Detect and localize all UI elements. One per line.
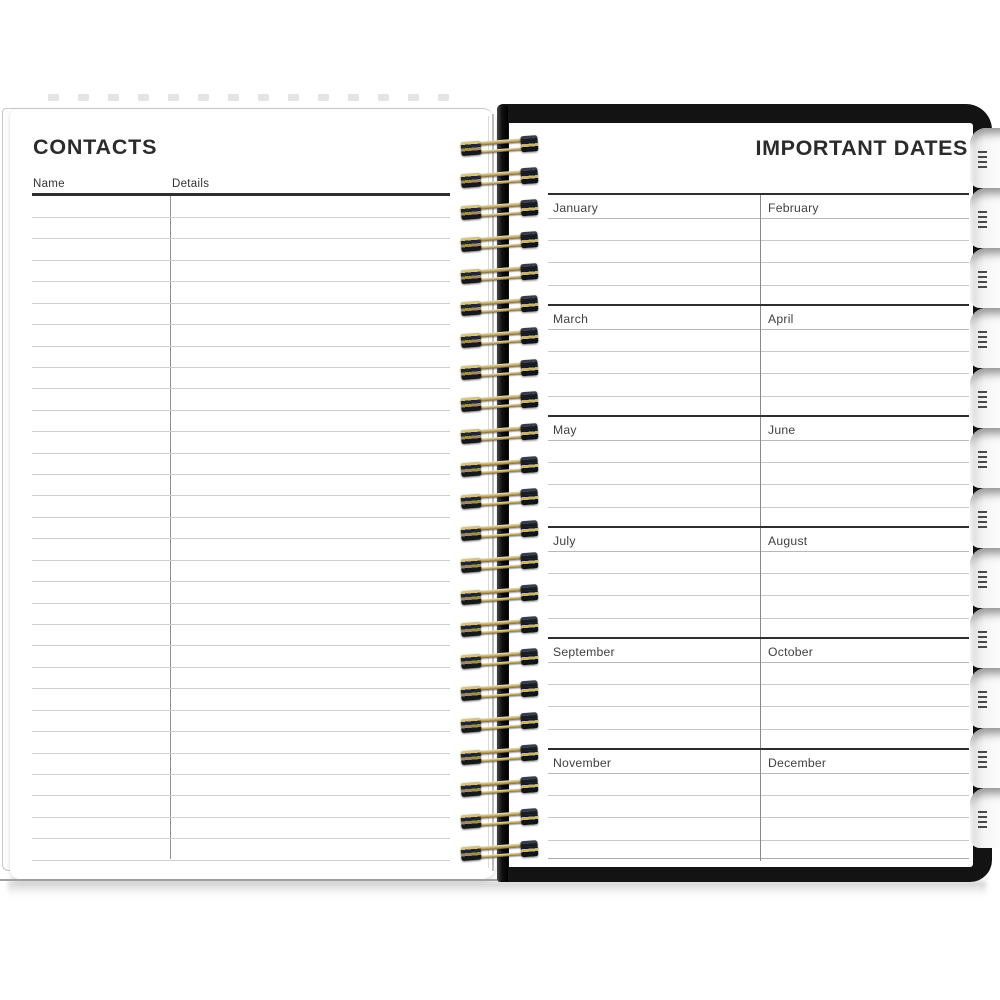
coil-end-right <box>520 552 538 569</box>
punch-hole-dash <box>438 94 449 101</box>
ruled-line <box>32 453 450 454</box>
ruled-line <box>32 431 450 432</box>
tab-label-clipped-text <box>978 631 987 648</box>
ruled-line <box>32 838 450 839</box>
coil-end-right <box>520 231 538 248</box>
coil-end-left <box>460 365 481 381</box>
tab-label-clipped-text <box>978 271 987 288</box>
coil-end-left <box>460 237 481 253</box>
ruled-line <box>32 603 450 604</box>
ruled-line <box>32 688 450 689</box>
punch-hole-dash <box>108 94 119 101</box>
ruled-line <box>548 729 969 730</box>
coil-end-left <box>460 429 481 445</box>
ruled-line <box>32 645 450 646</box>
ruled-line <box>548 262 969 263</box>
punch-hole-dash <box>168 94 179 101</box>
punch-hole-dash <box>408 94 419 101</box>
ruled-line <box>32 731 450 732</box>
coil-end-left <box>460 301 481 317</box>
ruled-line <box>548 240 969 241</box>
ruled-line <box>32 795 450 796</box>
month-column-divider <box>760 750 761 861</box>
ruled-line <box>548 795 969 796</box>
ruled-line <box>32 817 450 818</box>
coil-end-right <box>520 199 538 216</box>
month-section <box>548 415 969 526</box>
ruled-line <box>548 218 969 219</box>
tab-label-clipped-text <box>978 331 987 348</box>
ruled-line <box>548 440 969 441</box>
tab-label-clipped-text <box>978 211 987 228</box>
ruled-line <box>548 595 969 596</box>
month-tab <box>970 728 1000 788</box>
coil-end-right <box>520 456 538 473</box>
month-label: February <box>768 201 819 215</box>
ruled-line <box>32 474 450 475</box>
important-dates-page-title: IMPORTANT DATES <box>755 136 968 160</box>
ruled-line <box>32 367 450 368</box>
ruled-line <box>32 538 450 539</box>
month-section <box>548 193 969 304</box>
month-column-divider <box>760 195 761 306</box>
tab-label-clipped-text <box>978 451 987 468</box>
ruled-line <box>548 773 969 774</box>
ruled-line <box>548 618 969 619</box>
ruled-line <box>32 581 450 582</box>
month-label: November <box>553 756 612 770</box>
coil-end-right <box>520 584 538 601</box>
ruled-line <box>32 624 450 625</box>
coil-end-right <box>520 327 538 344</box>
punch-hole-dash <box>228 94 239 101</box>
coil-end-left <box>460 814 481 830</box>
ruled-line <box>32 388 450 389</box>
ruled-line <box>32 217 450 218</box>
ruled-line <box>32 346 450 347</box>
contacts-column-header-name: Name <box>33 178 65 190</box>
ruled-line <box>32 710 450 711</box>
ruled-line <box>548 329 969 330</box>
month-tab <box>970 548 1000 608</box>
punch-hole-dash <box>348 94 359 101</box>
punch-hole-dash <box>318 94 329 101</box>
ruled-line <box>548 373 969 374</box>
ruled-line <box>32 753 450 754</box>
ruled-line <box>32 260 450 261</box>
ruled-line <box>32 517 450 518</box>
notebook-ground-shadow <box>8 881 986 897</box>
coil-end-right <box>520 808 538 825</box>
coil-end-left <box>460 173 481 189</box>
coil-end-left <box>460 269 481 285</box>
ruled-line <box>548 573 969 574</box>
month-tab <box>970 428 1000 488</box>
ruled-line <box>548 706 969 707</box>
coil-end-left <box>460 333 481 349</box>
contacts-page-title: CONTACTS <box>33 135 158 159</box>
coil-end-right <box>520 840 538 857</box>
month-section <box>548 304 969 415</box>
ruled-line <box>32 495 450 496</box>
tab-label-clipped-text <box>978 511 987 528</box>
month-tab <box>970 488 1000 548</box>
punch-hole-dash <box>258 94 269 101</box>
month-column-divider <box>760 639 761 750</box>
ruled-line <box>548 662 969 663</box>
coil-end-left <box>460 782 481 798</box>
ruled-line <box>32 238 450 239</box>
month-label: April <box>768 312 794 326</box>
punch-hole-dash <box>78 94 89 101</box>
month-label: January <box>553 201 599 215</box>
month-label: May <box>553 423 577 437</box>
punch-hole-dash <box>198 94 209 101</box>
month-column-divider <box>760 417 761 528</box>
tab-label-clipped-text <box>978 751 987 768</box>
coil-end-right <box>520 520 538 537</box>
tab-label-clipped-text <box>978 391 987 408</box>
coil-end-left <box>460 685 481 701</box>
month-column-divider <box>760 306 761 417</box>
month-label: August <box>768 534 808 548</box>
coil-end-left <box>460 141 481 157</box>
month-label: March <box>553 312 589 326</box>
contacts-column-divider <box>170 196 171 859</box>
coil-end-left <box>460 749 481 765</box>
contacts-header-rule <box>32 193 450 196</box>
coil-end-right <box>520 488 538 505</box>
month-tab <box>970 668 1000 728</box>
month-section <box>548 637 969 748</box>
month-section <box>548 526 969 637</box>
month-tab <box>970 608 1000 668</box>
coil-end-left <box>460 846 481 862</box>
punch-hole-dash <box>288 94 299 101</box>
month-tab <box>970 788 1000 848</box>
tab-label-clipped-text <box>978 571 987 588</box>
coil-end-right <box>520 359 538 376</box>
punch-hole-dash <box>138 94 149 101</box>
ruled-line <box>32 860 450 861</box>
coil-end-right <box>520 680 538 697</box>
coil-end-left <box>460 397 481 413</box>
ruled-line <box>548 396 969 397</box>
coil-end-right <box>520 744 538 761</box>
month-label: June <box>768 423 796 437</box>
month-tab <box>970 188 1000 248</box>
month-section <box>548 748 969 859</box>
coil-end-right <box>520 167 538 184</box>
month-column-divider <box>760 528 761 639</box>
ruled-line <box>548 817 969 818</box>
ruled-line <box>548 551 969 552</box>
coil-end-left <box>460 205 481 221</box>
coil-end-right <box>520 648 538 665</box>
tab-label-clipped-text <box>978 811 987 828</box>
ruled-line <box>32 774 450 775</box>
tab-label-clipped-text <box>978 691 987 708</box>
important-dates-grid <box>548 193 969 859</box>
coil-end-left <box>460 525 481 541</box>
ruled-line <box>32 410 450 411</box>
coil-end-left <box>460 461 481 477</box>
ruled-line <box>548 684 969 685</box>
ruled-line <box>548 462 969 463</box>
coil-end-left <box>460 557 481 573</box>
ruled-line <box>32 303 450 304</box>
coil-end-right <box>520 712 538 729</box>
coil-end-right <box>520 391 538 408</box>
month-label: July <box>553 534 576 548</box>
contacts-page <box>10 109 496 879</box>
ruled-line <box>548 484 969 485</box>
month-tab <box>970 368 1000 428</box>
coil-end-left <box>460 717 481 733</box>
coil-end-right <box>520 295 538 312</box>
ruled-line <box>32 667 450 668</box>
month-label: September <box>553 645 615 659</box>
punch-hole-dash <box>378 94 389 101</box>
coil-end-right <box>520 616 538 633</box>
coil-end-right <box>520 135 538 152</box>
month-label: October <box>768 645 814 659</box>
coil-end-right <box>520 423 538 440</box>
ruled-line <box>548 351 969 352</box>
coil-end-right <box>520 263 538 280</box>
ruled-line <box>548 840 969 841</box>
ruled-line <box>548 507 969 508</box>
punch-hole-dash <box>48 94 59 101</box>
coil-end-left <box>460 493 481 509</box>
contacts-column-header-details: Details <box>172 178 210 190</box>
coil-end-left <box>460 621 481 637</box>
coil-end-left <box>460 653 481 669</box>
page-stack-bottom-edge <box>0 879 497 881</box>
month-tab <box>970 308 1000 368</box>
month-label: December <box>768 756 827 770</box>
ruled-line <box>548 285 969 286</box>
coil-end-left <box>460 589 481 605</box>
important-dates-page <box>509 123 973 867</box>
month-tab <box>970 128 1000 188</box>
tab-label-clipped-text <box>978 151 987 168</box>
month-tab <box>970 248 1000 308</box>
ruled-line <box>32 281 450 282</box>
coil-end-right <box>520 776 538 793</box>
ruled-line <box>32 560 450 561</box>
ruled-line <box>32 324 450 325</box>
